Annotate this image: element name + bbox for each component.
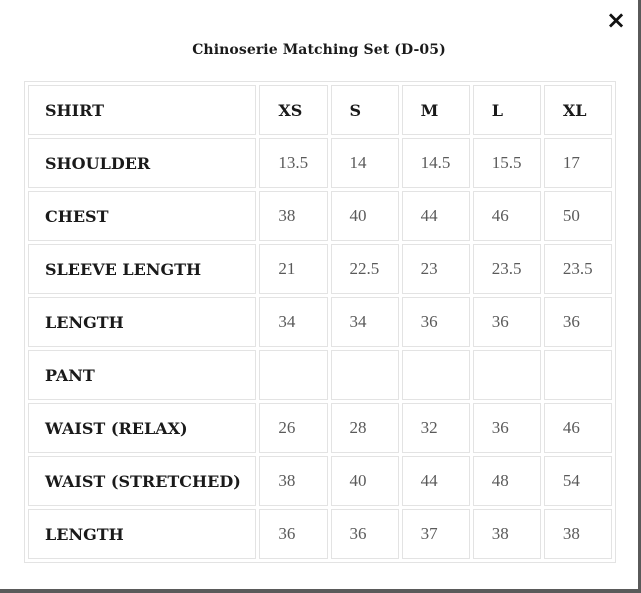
row-label: WAIST (RELAX) bbox=[28, 403, 256, 453]
table-cell: 36 bbox=[402, 297, 470, 347]
table-cell: 36 bbox=[259, 509, 327, 559]
table-row-shirt-length bbox=[28, 297, 612, 347]
table-cell: 36 bbox=[473, 297, 541, 347]
close-icon[interactable]: × bbox=[605, 6, 627, 34]
table-cell: 44 bbox=[402, 456, 470, 506]
size-chart-table bbox=[24, 81, 616, 563]
table-cell: 32 bbox=[402, 403, 470, 453]
row-label: LENGTH bbox=[28, 509, 256, 559]
row-label: SHOULDER bbox=[28, 138, 256, 188]
table-cell: 36 bbox=[473, 403, 541, 453]
table-cell bbox=[473, 350, 541, 400]
header-cell-xl: XL bbox=[544, 85, 612, 135]
table-cell: 37 bbox=[402, 509, 470, 559]
table-row-chest bbox=[28, 191, 612, 241]
row-label: SLEEVE LENGTH bbox=[28, 244, 256, 294]
table-cell: 54 bbox=[544, 456, 612, 506]
table-cell: 36 bbox=[544, 297, 612, 347]
table-cell: 23 bbox=[402, 244, 470, 294]
row-label: PANT bbox=[28, 350, 256, 400]
table-cell: 50 bbox=[544, 191, 612, 241]
header-cell-m: M bbox=[402, 85, 470, 135]
table-row-pant bbox=[28, 350, 612, 400]
table-cell bbox=[402, 350, 470, 400]
table-row-sleeve-length bbox=[28, 244, 612, 294]
table-cell: 23.5 bbox=[473, 244, 541, 294]
table-cell: 15.5 bbox=[473, 138, 541, 188]
table-header-row bbox=[28, 85, 612, 135]
table-cell: 46 bbox=[544, 403, 612, 453]
modal-title: Chinoserie Matching Set (D-05) bbox=[192, 42, 446, 58]
table-cell: 38 bbox=[544, 509, 612, 559]
row-label: CHEST bbox=[28, 191, 256, 241]
header-cell-xs: XS bbox=[259, 85, 327, 135]
table-cell: 26 bbox=[259, 403, 327, 453]
table-row-shoulder bbox=[28, 138, 612, 188]
table-cell: 13.5 bbox=[259, 138, 327, 188]
table-cell: 46 bbox=[473, 191, 541, 241]
row-label: LENGTH bbox=[28, 297, 256, 347]
table-cell: 40 bbox=[331, 191, 399, 241]
table-cell: 22.5 bbox=[331, 244, 399, 294]
table-cell: 14 bbox=[331, 138, 399, 188]
table-cell bbox=[544, 350, 612, 400]
table-cell: 38 bbox=[473, 509, 541, 559]
table-cell: 23.5 bbox=[544, 244, 612, 294]
table-row-pant-length bbox=[28, 509, 612, 559]
table-cell: 14.5 bbox=[402, 138, 470, 188]
table-cell: 48 bbox=[473, 456, 541, 506]
table-row-waist-stretched bbox=[28, 456, 612, 506]
header-cell-l: L bbox=[473, 85, 541, 135]
table-cell: 36 bbox=[331, 509, 399, 559]
table-cell: 44 bbox=[402, 191, 470, 241]
table-cell: 34 bbox=[331, 297, 399, 347]
table-cell: 17 bbox=[544, 138, 612, 188]
table-cell: 28 bbox=[331, 403, 399, 453]
table-cell: 38 bbox=[259, 191, 327, 241]
table-row-waist-relax bbox=[28, 403, 612, 453]
row-label: WAIST (STRETCHED) bbox=[28, 456, 256, 506]
table-cell bbox=[259, 350, 327, 400]
header-cell-s: S bbox=[331, 85, 399, 135]
table-cell: 21 bbox=[259, 244, 327, 294]
table-cell: 34 bbox=[259, 297, 327, 347]
table-cell: 38 bbox=[259, 456, 327, 506]
table-cell bbox=[331, 350, 399, 400]
table-cell: 40 bbox=[331, 456, 399, 506]
header-cell-shirt: SHIRT bbox=[28, 85, 256, 135]
